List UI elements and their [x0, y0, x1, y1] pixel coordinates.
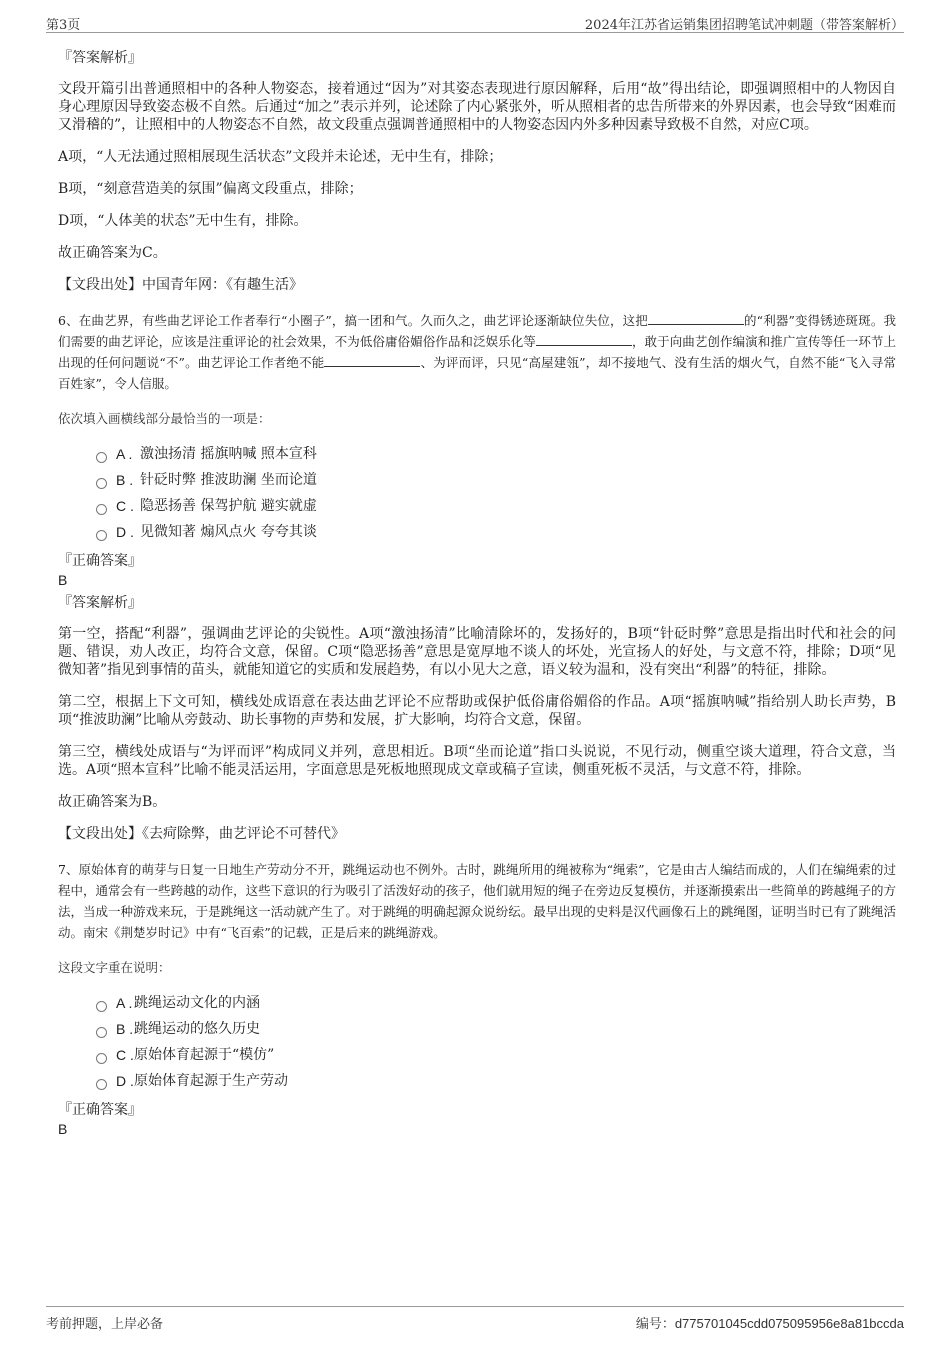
question-stem: 这段文字重在说明： [58, 960, 171, 975]
radio-icon[interactable] [96, 504, 107, 515]
question-stem: 依次填入画横线部分最恰当的一项是： [58, 411, 271, 426]
analysis-tag: 『答案解析』 [58, 595, 142, 611]
fill-blank [324, 354, 420, 367]
document-code: 编号：d775701045cdd075095956e8a81bccda [635, 1316, 904, 1332]
option-c[interactable]: C . 原始体育起源于“模仿” [96, 1042, 896, 1068]
radio-icon[interactable] [96, 452, 107, 463]
options-list [96, 441, 896, 545]
page-header [46, 10, 904, 33]
option-b[interactable]: B . 跳绳运动的悠久历史 [96, 1016, 896, 1042]
analysis-paragraph: B项，“刻意营造美的氛围”偏离文段重点，排除； [58, 181, 363, 197]
analysis-paragraph: D项，“人体美的状态”无中生有，排除。 [58, 213, 308, 229]
analysis-paragraph: 第一空，搭配“利器”，强调曲艺评论的尖锐性。A项“激浊扬清”比喻清除坏的，发扬好的，B项“针砭时弊”意思是指出时代和社会的问题、错误，劝人改正，均符合文意，保留。C项“隐恶扬善”意思是宽厚地不谈人的坏处，光宣扬人的好处，与文意不符，排除；D项“见微知著”指见到事情的苗头，就能知道它的实质和发展趋势，有以小见大之意，语义较为温和，没有突出“利器”的特征，排除。 [58, 626, 896, 678]
fill-blank [648, 312, 744, 325]
page-number: 第3页 [46, 18, 81, 33]
correct-answer: B [58, 572, 68, 588]
analysis-paragraph: 文段开篇引出普通照相中的各种人物姿态，接着通过“因为”对其姿态表现进行原因解释，后用“故”得出结论，即强调照相中的人物因自身心理原因导致姿态极不自然。后通过“加之”表示并列，论述除了内心紧张外，听从照相者的忠告所带来的外界因素，也会导致“困难而又滑稽的”，让照相中的人物姿态不自然，故文段重点强调普通照相中的人物姿态因内外多种因素导致极不自然，对应C项。 [58, 81, 896, 133]
source-line: 【文段出处】中国青年网：《有趣生活》 [58, 277, 303, 293]
option-d[interactable]: D . 见微知著 煽风点火 夸夸其谈 [96, 519, 896, 545]
radio-icon[interactable] [96, 1053, 107, 1064]
question-6 [58, 310, 896, 843]
radio-icon[interactable] [96, 1001, 107, 1012]
radio-icon[interactable] [96, 478, 107, 489]
analysis-paragraph: 第二空，根据上下文可知，横线处成语意在表达曲艺评论不应帮助或保护低俗庸俗媚俗的作品。A项“摇旗呐喊”指给别人助长声势，B项“推波助澜”比喻从旁鼓动、助长事物的声势和发展，扩大影响，均符合文意，保留。 [58, 694, 896, 728]
analysis-paragraph: 第三空，横线处成语与“为评而评”构成同义并列，意思相近。B项“坐而论道”指口头说说，不见行动，侧重空谈大道理，符合文意，当选。A项“照本宣科”比喻不能灵活运用，字面意思是死板地照现成文章或稿子宣读，侧重死板不灵活，与文意不符，排除。 [58, 744, 896, 778]
option-b[interactable]: B . 针砭时弊 推波助澜 坐而论道 [96, 467, 896, 493]
analysis-tag: 『答案解析』 [58, 50, 142, 66]
option-c[interactable]: C . 隐恶扬善 保驾护航 避实就虚 [96, 493, 896, 519]
option-d[interactable]: D . 原始体育起源于生产劳动 [96, 1068, 896, 1094]
radio-icon[interactable] [96, 1027, 107, 1038]
answer-tag: 『正确答案』 [58, 553, 142, 569]
options-list [96, 990, 896, 1094]
page-footer [46, 1306, 904, 1332]
question-7 [58, 859, 896, 1138]
option-a[interactable]: A . 跳绳运动文化的内涵 [96, 990, 896, 1016]
document-title: 2024年江苏省运销集团招聘笔试冲刺题（带答案解析） [584, 18, 904, 33]
analysis-paragraph: A项，“人无法通过照相展现生活状态”文段并未论述，无中生有，排除； [58, 149, 503, 165]
conclusion: 故正确答案为B。 [58, 794, 167, 810]
page-content [58, 44, 896, 1138]
radio-icon[interactable] [96, 530, 107, 541]
answer-tag: 『正确答案』 [58, 1102, 142, 1118]
conclusion: 故正确答案为C。 [58, 245, 167, 261]
question-text: 7、原始体育的萌芽与日复一日地生产劳动分不开，跳绳运动也不例外。古时，跳绳所用的绳被称为“绳索”，它是由古人编结而成的，人们在编绳索的过程中，通常会有一些跨越的动作，这些下意识的行为吸引了活泼好动的孩子，他们就用短的绳子在旁边反复模仿，并逐渐摸索出一些简单的跨越绳子的方法，当成一种游戏来玩，于是跳绳这一活动就产生了。对于跳绳的明确起源众说纷纭。最早出现的史料是汉代画像石上的跳绳图，证明当时已有了跳绳活动。南宋《荆楚岁时记》中有“飞百索”的记载，正是后来的跳绳游戏。 [58, 862, 896, 940]
footer-slogan: 考前押题，上岸必备 [46, 1317, 164, 1332]
source-line: 【文段出处】《去疴除弊，曲艺评论不可替代》 [58, 826, 345, 842]
correct-answer: B [58, 1121, 68, 1137]
question-text: 6、在曲艺界，有些曲艺评论工作者奉行“小圈子”，搞一团和气。久而久之，曲艺评论逐渐缺位失位，这把 的“利器”变得锈迹斑斑。我们需要的曲艺评论，应该是注重评论的社会效果，不为低俗庸俗媚俗作品和泛娱乐化等 ，敢于向曲艺创作编演和推广宣传等任一环节上出现的任何问题说“不”。曲艺评论工作者绝不能 、为评而评，只见“高屋建瓴”，却不接地气、没有生活的烟火气，自然不能“飞入寻常百姓家”，令人信服。 [58, 313, 896, 391]
radio-icon[interactable] [96, 1079, 107, 1090]
fill-blank [536, 333, 632, 346]
option-a[interactable]: A . 激浊扬清 摇旗呐喊 照本宣科 [96, 441, 896, 467]
